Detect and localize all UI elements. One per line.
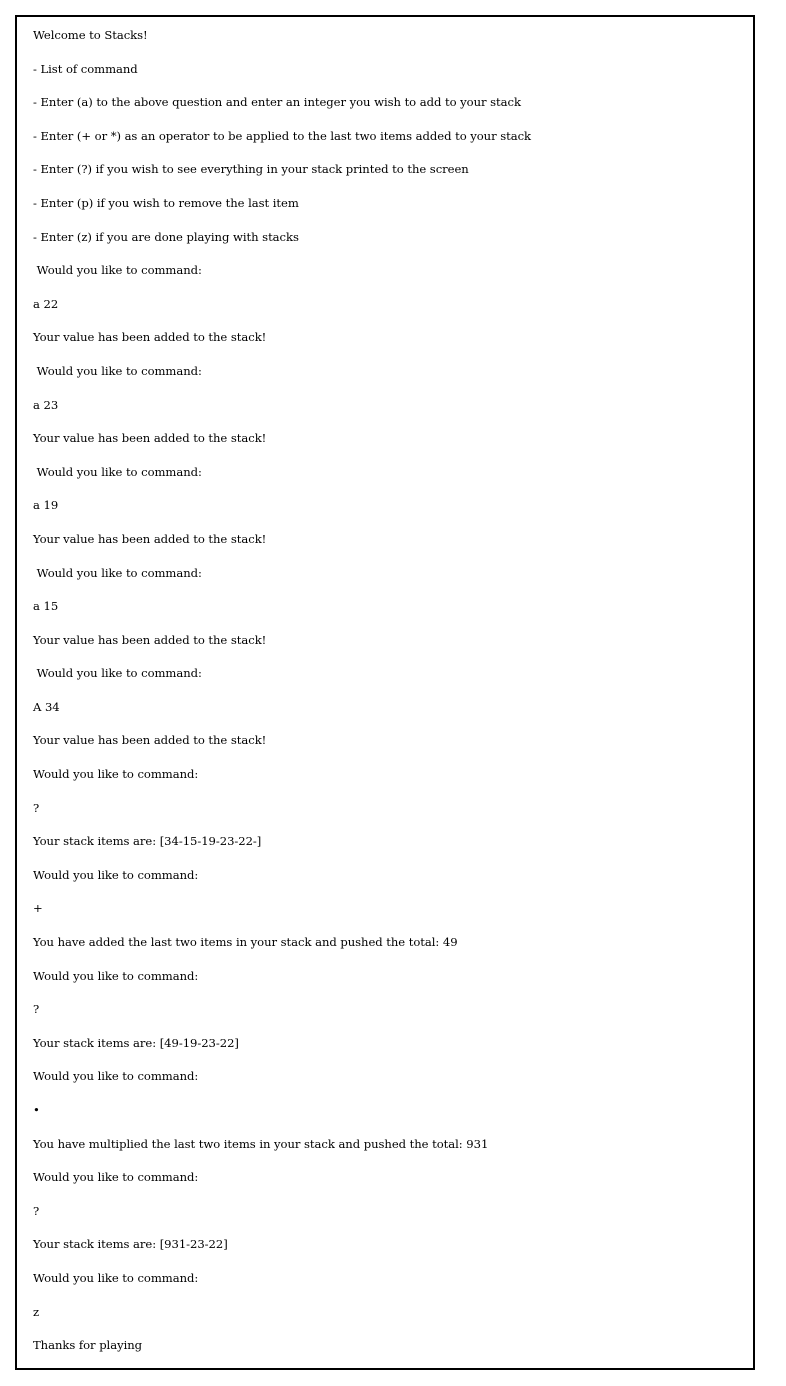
console-line: Would you like to command: <box>33 263 202 278</box>
console-output-frame <box>15 15 755 1370</box>
console-line: Your value has been added to the stack! <box>33 431 267 446</box>
console-line: Would you like to command: <box>33 565 202 580</box>
console-line: Welcome to Stacks! <box>33 28 148 42</box>
console-line: Would you like to command: <box>33 1270 199 1285</box>
console-line: Would you like to command: <box>33 968 199 983</box>
console-line: Your stack items are: [931-23-22] <box>33 1237 228 1252</box>
console-line: - List of command <box>33 61 138 76</box>
console-line: + <box>33 901 43 916</box>
console-line: You have multiplied the last two items in your stack and pushed the total: 931 <box>33 1136 489 1151</box>
console-line: ? <box>33 1002 40 1017</box>
console-line: Your value has been added to the stack! <box>33 531 267 546</box>
console-line: - Enter (?) if you wish to see everything in your stack printed to the screen <box>33 162 469 177</box>
console-line: Your value has been added to the stack! <box>33 632 267 647</box>
console-line: Would you like to command: <box>33 767 199 782</box>
console-line: Would you like to command: <box>33 666 202 681</box>
console-line: Your stack items are: [49-19-23-22] <box>33 1035 239 1050</box>
console-line: a 23 <box>33 397 59 412</box>
console-line: z <box>33 1304 40 1319</box>
console-lines <box>33 27 743 1371</box>
console-line: Your value has been added to the stack! <box>33 330 267 345</box>
console-line: Would you like to command: <box>33 1170 199 1185</box>
console-line: Thanks for playing <box>33 1338 143 1353</box>
console-line: Would you like to command: <box>33 867 199 882</box>
console-line: A 34 <box>33 699 60 714</box>
console-line: a 15 <box>33 599 59 614</box>
console-line: a 22 <box>33 296 59 311</box>
console-line: - Enter (+ or *) as an operator to be applied to the last two items added to your stack <box>33 128 532 143</box>
console-line: - Enter (z) if you are done playing with stacks <box>33 229 299 244</box>
console-line: - Enter (p) if you wish to remove the last item <box>33 195 299 210</box>
console-line: ? <box>33 1203 40 1218</box>
console-line: a 19 <box>33 498 59 513</box>
console-line: Your stack items are: [34-15-19-23-22-] <box>33 834 262 849</box>
console-line: Would you like to command: <box>33 1069 199 1084</box>
console-line: Your value has been added to the stack! <box>33 733 267 748</box>
console-line: ? <box>33 800 40 815</box>
console-line: • <box>33 1103 40 1117</box>
console-line: You have added the last two items in your stack and pushed the total: 49 <box>33 935 458 950</box>
console-line: - Enter (a) to the above question and enter an integer you wish to add to your stack <box>33 95 521 110</box>
console-line: Would you like to command: <box>33 363 202 378</box>
console-line: Would you like to command: <box>33 464 202 479</box>
